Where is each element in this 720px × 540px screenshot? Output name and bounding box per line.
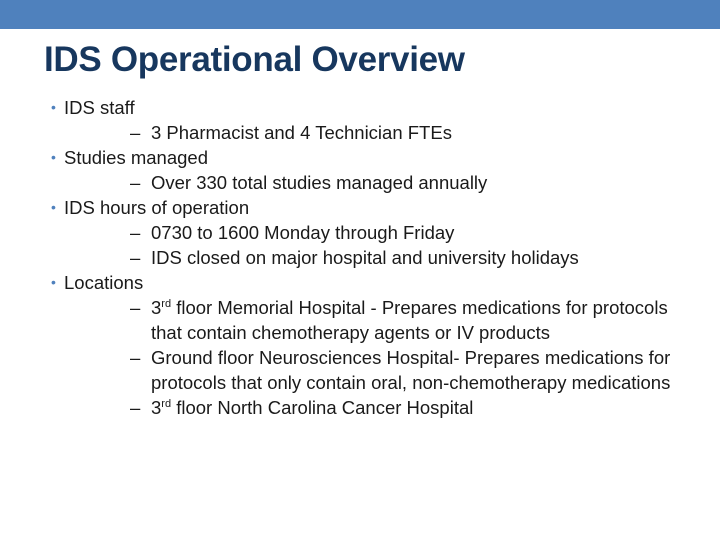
sub-bullet-text: Ground floor Neurosciences Hospital- Prepares medications for protocols that only contain oral, non-chemotherapy medications	[151, 347, 671, 393]
sub-bullet-list	[64, 220, 700, 270]
bullet-item	[0, 95, 700, 145]
sub-bullet-item	[64, 395, 700, 420]
sub-bullet-text: IDS closed on major hospital and university holidays	[151, 247, 579, 268]
ordinal-number: 3	[151, 397, 162, 418]
dash-icon: –	[130, 347, 141, 368]
bullet-item	[0, 195, 700, 270]
sub-bullet-item	[64, 220, 700, 245]
sub-bullet-item	[64, 120, 700, 145]
sub-bullet-item	[64, 170, 700, 195]
slide-title: IDS Operational Overview	[44, 40, 465, 79]
dash-icon: –	[130, 222, 141, 243]
bullet-text: Locations	[64, 272, 144, 293]
dash-icon: –	[130, 122, 141, 143]
ordinal-number: 3	[151, 297, 162, 318]
dash-icon: –	[130, 397, 141, 418]
sub-bullet-item	[64, 245, 700, 270]
bullet-item	[0, 270, 700, 420]
header-accent-bar	[0, 0, 720, 29]
bullet-text: IDS staff	[64, 97, 135, 118]
dash-icon: –	[130, 247, 141, 268]
dash-icon: –	[130, 297, 141, 318]
bullet-dot-icon: •	[51, 199, 56, 215]
sub-bullet-list	[64, 120, 700, 145]
bullet-dot-icon: •	[51, 149, 56, 165]
bullet-text: IDS hours of operation	[64, 197, 250, 218]
bullet-dot-icon: •	[51, 274, 56, 290]
bullet-item	[0, 145, 700, 195]
bullet-dot-icon: •	[51, 99, 56, 115]
sub-bullet-text: 3 Pharmacist and 4 Technician FTEs	[151, 122, 452, 143]
sub-bullet-item	[64, 345, 700, 395]
ordinal-suffix: rd	[161, 298, 172, 310]
sub-bullet-text: 0730 to 1600 Monday through Friday	[151, 222, 455, 243]
sub-bullet-list	[64, 295, 700, 420]
dash-icon: –	[130, 172, 141, 193]
bullet-list	[0, 95, 700, 420]
sub-bullet-text: Over 330 total studies managed annually	[151, 172, 488, 193]
ordinal-suffix: rd	[161, 398, 172, 410]
sub-bullet-list	[64, 170, 700, 195]
sub-bullet-item	[64, 295, 700, 345]
sub-bullet-text: floor North Carolina Cancer Hospital	[171, 397, 474, 418]
sub-bullet-text: floor Memorial Hospital - Prepares medications for protocols that contain chemotherapy agents or IV products	[151, 297, 668, 343]
bullet-text: Studies managed	[64, 147, 208, 168]
